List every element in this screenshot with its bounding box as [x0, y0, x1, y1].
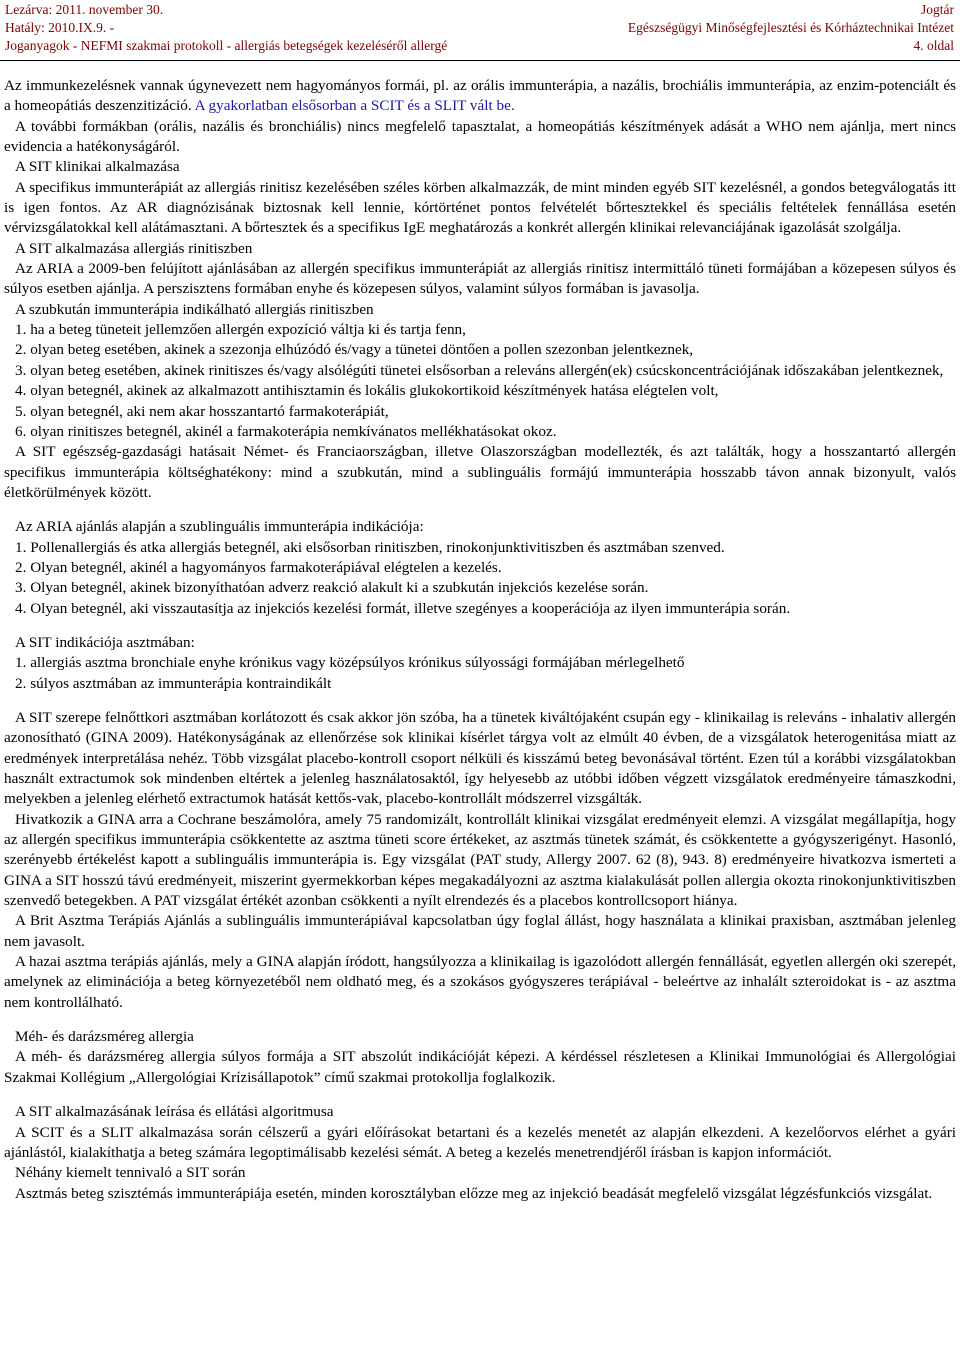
paragraph: Asztmás beteg szisztémás immunterápiája esetén, minden korosztályban előzze meg az injekció beadását megfelelő vizsgálat légzésfunkciós vizsgálat. — [15, 1184, 933, 1202]
list-item: 2. olyan beteg esetében, akinek a szezonja elhúzódó és/vagy a tünetei döntően a pollen szezonban jelentkeznek, — [15, 341, 694, 359]
section-heading: A szubkután immunterápia indikálható allergiás rinitiszben — [15, 300, 374, 318]
page-header — [0, 0, 960, 60]
list-item: 2. súlyos asztmában az immunterápia kontraindikált — [15, 674, 332, 692]
paragraph — [4, 76, 956, 117]
paragraph-text: A PAT vizsgálat értékét azonban csökkenti a nyílt elrendezés és a placebos kontrollcsoport hiánya. — [140, 892, 738, 910]
section-heading: Néhány kiemelt tennivaló a SIT során — [15, 1164, 246, 1182]
hataly-date: Hatály: 2010.IX.9. - — [5, 20, 115, 35]
jogtar-label: Jogtár — [921, 2, 954, 17]
paragraph-text: A méh- és darázsméreg allergia súlyos formája a SIT abszolút indikációját képezi. — [15, 1048, 540, 1066]
paragraph — [4, 1123, 956, 1164]
paragraph-text: A SIT szerepe felnőttkori asztmában korlátozott és csak akkor jön szóba, ha a tünetek kiváltójaként csupán egy - klinikailag is releváns - inhalativ allergén azonosítható (GINA 2009). — [4, 708, 956, 747]
paragraph: A további formákban (orális, nazális és bronchiális) nincs megfelelő tapasztalat, a homeopátiás készítmények adását a WHO nem ajánlja, mert nincs evidencia a hatékonyságáról. — [4, 117, 956, 156]
list-item: 3. Olyan betegnél, akinek bizonyíthatóan adverz reakció alakult ki a szubkután injekciós kezelése során. — [15, 579, 649, 597]
section-heading: A SIT indikációja asztmában: — [15, 633, 195, 651]
paragraph-text: Az ARIA a 2009-ben felújított ajánlásában az allergén specifikus immunterápiát az allergiás rinitisz intermittáló tüneti formájában a közepesen súlyos és súlyos esetben ajánlja. — [4, 260, 956, 298]
section-heading: Az ARIA ajánlás alapján a szublinguális immunterápia indikációja: — [15, 518, 424, 536]
paragraph — [4, 708, 956, 810]
paragraph-text: A specifikus immunterápiát az allergiás rinitisz kezelésében széles körben alkalmazzák, de mint minden egyéb SIT kezelésnél, a gondos betegválogatás itt is igen fontos. — [4, 178, 956, 217]
paragraph-text: A vizsgálat megállapítja, hogy az allergén specifikus immunterápia csökkentette az asztma tüneti score értékeket, az asztmás tünetek számát, és csökkentette a gyógyszerigényt. — [4, 810, 957, 849]
paragraph-text: A SCIT és a SLIT alkalmazása során célszerű a gyári előírásokat betartani és a kezelés menetét az alapján elkezdeni. — [15, 1123, 764, 1141]
document-body — [4, 76, 956, 1204]
list-item: 1. allergiás asztma bronchiale enyhe krónikus vagy középsúlyos krónikus súlyossági formájában mérlegelhető — [15, 654, 685, 672]
paragraph-text: A kérdéssel részletesen a Klinikai Immunológiai és Allergológiai Szakmai Kollégium „Allergológiai Krízisállapotok” című szakmai protokollja foglalkozik. — [4, 1048, 956, 1086]
list-item: 3. olyan beteg esetében, akinek rinitiszes és/vagy alsólégúti tünetei elsősorban a releváns allergén(ek) csúcskoncentrációjának időszakában jelentkeznek, — [15, 361, 944, 379]
header-divider — [0, 60, 960, 61]
paragraph — [4, 259, 956, 300]
list-item: 6. olyan rinitiszes betegnél, akinél a farmakoterápia nemkívánatos mellékhatásokat okoz. — [15, 422, 557, 440]
list-item: 2. Olyan betegnél, akinél a hagyományos farmakoterápiával elégtelen a kezelés. — [15, 558, 502, 576]
paragraph — [4, 1047, 956, 1088]
paragraph-text: Egy vizsgálat (PAT study, Allergy 2007. 62 (8), 943. 8) eredményeire hivatkozva ismerteti a GINA a SIT hosszú távú eredményeit, miszerint gyermekkorban képes megakadályozni az asztma kialakulását pollen allergia okozta rinokonjunktivitiszben szenvedő betegekben. — [4, 851, 956, 910]
list-item: 5. olyan betegnél, aki nem akar hosszantartó farmakoterápiát, — [15, 402, 389, 420]
paragraph-text: A beteg a kezelés menetrendjéről írásban is kapjon információt. — [445, 1143, 832, 1161]
paragraph-text: A kezelőorvos elérhet a gyári ajánlástól, kialakíthatja a beteg számára legoptimálisabb kezelési sémát. — [4, 1123, 956, 1161]
paragraph: A SIT egészség-gazdasági hatásait Német- és Franciaországban, illetve Olaszországban modellezték, és azt találták, hogy a hosszantartó allergén specifikus immunterápia költséghatékony: mind a szubkután, mind a sublinguális formájú immunterápia hosszabb távon annak bizonyult, valós életkörülmények között. — [4, 443, 956, 501]
section-heading: Méh- és darázsméreg allergia — [15, 1028, 194, 1046]
paragraph: A hazai asztma terápiás ajánlás, mely a GINA alapján íródott, hangsúlyozza a klinikailag is igazolódott allergén fennállását, egyetlen allergén oki szerepét, amelynek az eliminációja a beteg környezetéből nem oldható meg, és a szokásos gyógyszeres terápiával - beleértve az inhalált szteroidokat is - az asztma nem kontrollálható. — [4, 953, 956, 1011]
list-item: 4. olyan betegnél, akinek az alkalmazott antihisztamin és lokális glukokortikoid készítmények hatása elégtelen volt, — [15, 382, 719, 400]
list-item: 1. Pollenallergiás és atka allergiás betegnél, aki elsősorban rinitiszben, rinokonjunktivitiszben és asztmában szenved. — [15, 538, 725, 556]
paragraph-text: A perszisztens formában enyhe és közepesen súlyos, valamint súlyos formában is javasolja. — [143, 280, 700, 298]
paragraph-text: A bőrtesztek és a specifikus IgE meghatározás a konkrét allergén klinikai relevanciájának igazolását szolgálja. — [230, 219, 902, 237]
lezarva-date: Lezárva: 2011. november 30. — [5, 2, 164, 17]
paragraph — [4, 178, 956, 239]
section-heading: A SIT alkalmazásának leírása és ellátási algoritmusa — [15, 1103, 334, 1121]
page-number: 4. oldal — [913, 38, 954, 53]
list-item: 1. ha a beteg tüneteit jellemzően allergén expozíció váltja ki és tartja fenn, — [15, 321, 466, 339]
paragraph-text: Hivatkozik a GINA arra a Cochrane beszámolóra, amely 75 randomizált, kontrollált klinikai vizsgálat eredményeit elemzi. — [15, 810, 767, 828]
paragraph-text: Az immunkezelésnek vannak úgynevezett nem hagyományos formái, pl. az orális immunterápia, a nazális, brochiális immunterápia, az enzim-potenciált és a homeopátiás deszenzitizáció. — [4, 77, 956, 115]
list-item: 4. Olyan betegnél, aki visszautasítja az injekciós kezelési formát, illetve szegényes a kooperációja az ilyen immunterápia során. — [15, 599, 791, 617]
document-title: Joganyagok - NEFMI szakmai protokoll - allergiás betegségek kezeléséről allergé — [5, 38, 448, 53]
paragraph-text: Több vizsgálat placebo-kontroll csoport nélküli és kisszámú beteg bevonásával történt. — [211, 749, 745, 767]
paragraph: A Brit Asztma Terápiás Ajánlás a sublinguális immunterápiával kapcsolatban úgy foglal állást, hogy használata a klinikai praxisban, asztmában jelenleg nem javasolt. — [4, 912, 956, 950]
paragraph-text: Az AR diagnózisának biztosnak kell lennie, kórtörténet pontos felvételét bőrtesztekkel és speciális feltételek fennállása esetén vérvizsgálatokkal kell alátámasztani. — [4, 199, 956, 237]
paragraph — [4, 810, 956, 912]
institute-name: Egészségügyi Minőségfejlesztési és Kórháztechnikai Intézet — [627, 20, 954, 35]
section-heading: A SIT klinikai alkalmazása — [15, 158, 180, 176]
section-heading: A SIT alkalmazása allergiás rinitiszben — [15, 239, 253, 257]
paragraph-text: Hasonló, szerényebb értékelést kapott a sublinguális immunterápia is. — [4, 831, 957, 869]
paragraph-text: Ezen túl a korábbi vizsgálatokban használt extractumok sok mindenben eltértek a jelenleg használatosaktól, így helyesebb az utóbbi időben végzett vizsgálatok eredményeire támaszkodni, melyekben a jelenleg elérhető extractumok hatását kettős-vak, placebo-kontrollált módszerrel vizsgálták. — [4, 749, 956, 808]
paragraph-text: Hatékonyságának az ellenőrzése sok klinikai kísérlet tárgya volt az elmúlt 40 évben, de a vizsgálatok heterogenitása miatt az eredmények interpretálása nehéz. — [4, 729, 957, 767]
paragraph-text-highlight: A gyakorlatban elsősorban a SCIT és a SLIT vált be. — [194, 97, 515, 115]
